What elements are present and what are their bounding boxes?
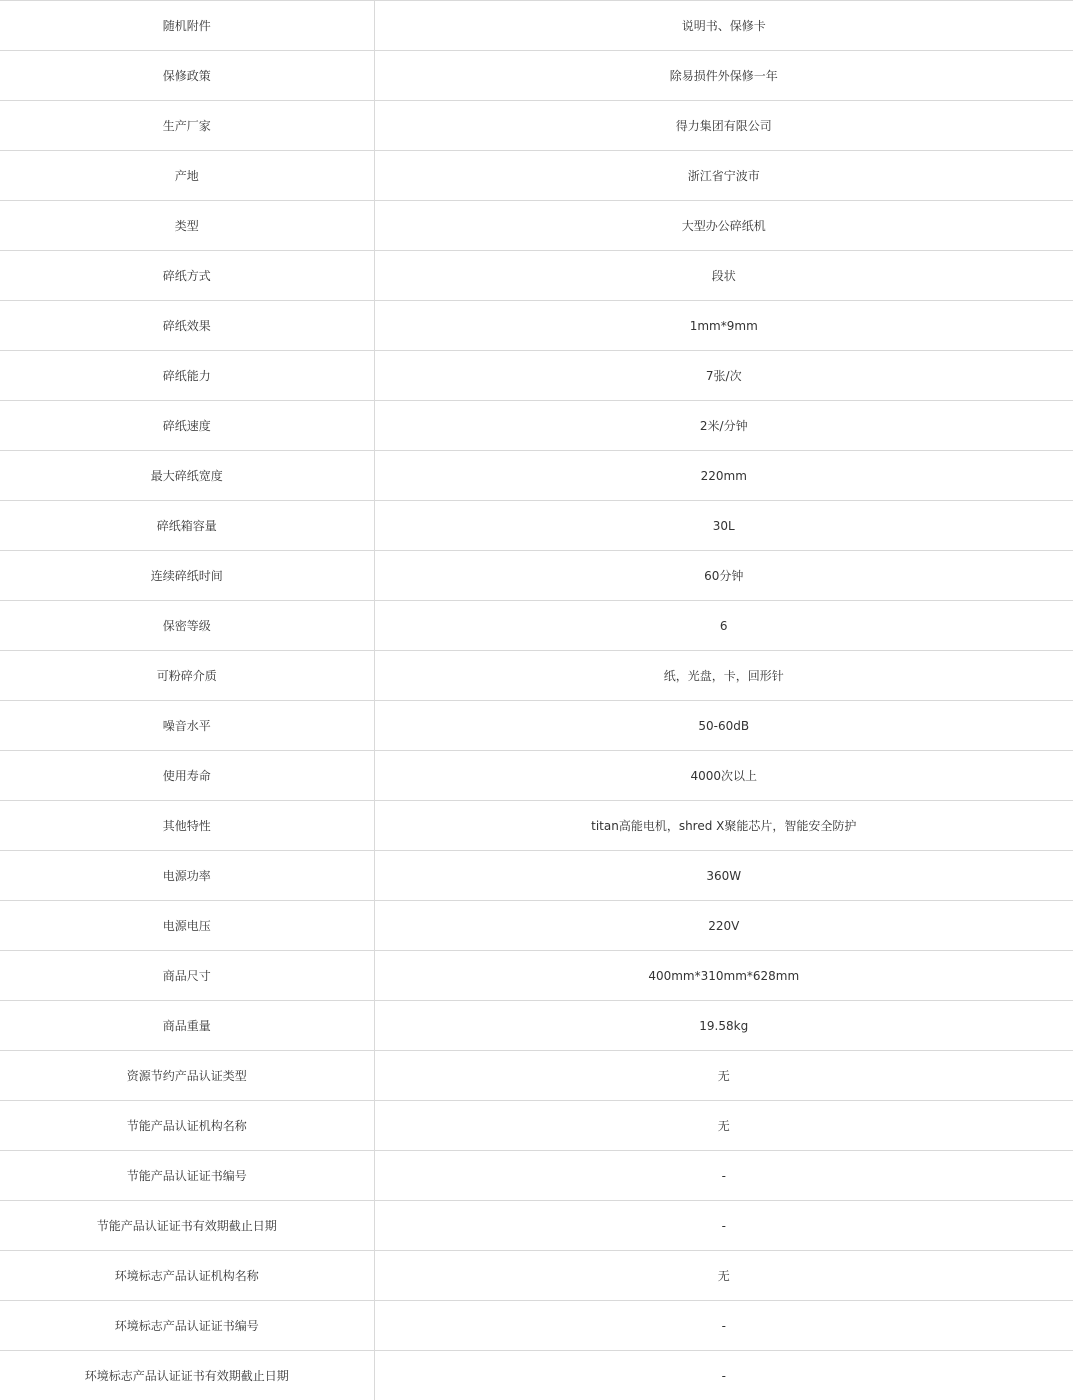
table-row [0, 551, 1073, 601]
spec-value: titan高能电机，shred X聚能芯片，智能安全防护 [374, 801, 1073, 851]
spec-value: 220mm [374, 451, 1073, 501]
spec-label: 生产厂家 [0, 101, 374, 151]
spec-label: 电源功率 [0, 851, 374, 901]
spec-value: 浙江省宁波市 [374, 151, 1073, 201]
spec-label: 产地 [0, 151, 374, 201]
spec-value: 2米/分钟 [374, 401, 1073, 451]
table-row [0, 651, 1073, 701]
spec-value: - [374, 1151, 1073, 1201]
spec-value: 360W [374, 851, 1073, 901]
table-row [0, 151, 1073, 201]
spec-label: 商品重量 [0, 1001, 374, 1051]
spec-label: 商品尺寸 [0, 951, 374, 1001]
spec-label: 节能产品认证证书编号 [0, 1151, 374, 1201]
spec-label: 使用寿命 [0, 751, 374, 801]
spec-value: 30L [374, 501, 1073, 551]
table-row [0, 401, 1073, 451]
table-row [0, 351, 1073, 401]
spec-label: 类型 [0, 201, 374, 251]
table-row [0, 751, 1073, 801]
spec-label: 保密等级 [0, 601, 374, 651]
table-row [0, 1001, 1073, 1051]
table-row [0, 201, 1073, 251]
spec-label: 最大碎纸宽度 [0, 451, 374, 501]
spec-value: 无 [374, 1051, 1073, 1101]
table-row [0, 51, 1073, 101]
spec-label: 可粉碎介质 [0, 651, 374, 701]
table-row [0, 1051, 1073, 1101]
spec-value: 4000次以上 [374, 751, 1073, 801]
spec-value: 纸，光盘，卡，回形针 [374, 651, 1073, 701]
spec-value: - [374, 1201, 1073, 1251]
table-row [0, 101, 1073, 151]
table-row [0, 901, 1073, 951]
table-row [0, 1101, 1073, 1151]
spec-label: 碎纸速度 [0, 401, 374, 451]
spec-value: 1mm*9mm [374, 301, 1073, 351]
spec-value: 段状 [374, 251, 1073, 301]
spec-label: 环境标志产品认证机构名称 [0, 1251, 374, 1301]
table-row [0, 801, 1073, 851]
spec-value: 6 [374, 601, 1073, 651]
table-row [0, 501, 1073, 551]
spec-value: 无 [374, 1101, 1073, 1151]
spec-label: 节能产品认证证书有效期截止日期 [0, 1201, 374, 1251]
table-row [0, 1201, 1073, 1251]
table-row [0, 301, 1073, 351]
table-row [0, 1251, 1073, 1301]
spec-label: 随机附件 [0, 1, 374, 51]
table-row [0, 1301, 1073, 1351]
table-row [0, 701, 1073, 751]
spec-value: 19.58kg [374, 1001, 1073, 1051]
spec-value: - [374, 1301, 1073, 1351]
spec-value: 7张/次 [374, 351, 1073, 401]
spec-label: 碎纸能力 [0, 351, 374, 401]
spec-label: 资源节约产品认证类型 [0, 1051, 374, 1101]
spec-label: 保修政策 [0, 51, 374, 101]
spec-value: 60分钟 [374, 551, 1073, 601]
spec-label: 碎纸箱容量 [0, 501, 374, 551]
spec-label: 碎纸效果 [0, 301, 374, 351]
spec-value: 大型办公碎纸机 [374, 201, 1073, 251]
table-row [0, 851, 1073, 901]
spec-label: 碎纸方式 [0, 251, 374, 301]
spec-label: 环境标志产品认证证书编号 [0, 1301, 374, 1351]
spec-table-body [0, 1, 1073, 1400]
table-row [0, 601, 1073, 651]
spec-value: 400mm*310mm*628mm [374, 951, 1073, 1001]
table-row [0, 1, 1073, 51]
spec-value: 220V [374, 901, 1073, 951]
spec-label: 节能产品认证机构名称 [0, 1101, 374, 1151]
spec-label: 噪音水平 [0, 701, 374, 751]
table-row [0, 951, 1073, 1001]
spec-value: 无 [374, 1251, 1073, 1301]
table-row [0, 251, 1073, 301]
spec-value: 除易损件外保修一年 [374, 51, 1073, 101]
spec-label: 环境标志产品认证证书有效期截止日期 [0, 1351, 374, 1400]
spec-value: - [721, 1368, 726, 1383]
table-row [0, 451, 1073, 501]
spec-label: 电源电压 [0, 901, 374, 951]
spec-label: 连续碎纸时间 [0, 551, 374, 601]
table-row [0, 1351, 1073, 1400]
spec-value: 50-60dB [374, 701, 1073, 751]
spec-value: 说明书、保修卡 [374, 1, 1073, 51]
table-row [0, 1151, 1073, 1201]
spec-value: 得力集团有限公司 [374, 101, 1073, 151]
spec-label: 其他特性 [0, 801, 374, 851]
